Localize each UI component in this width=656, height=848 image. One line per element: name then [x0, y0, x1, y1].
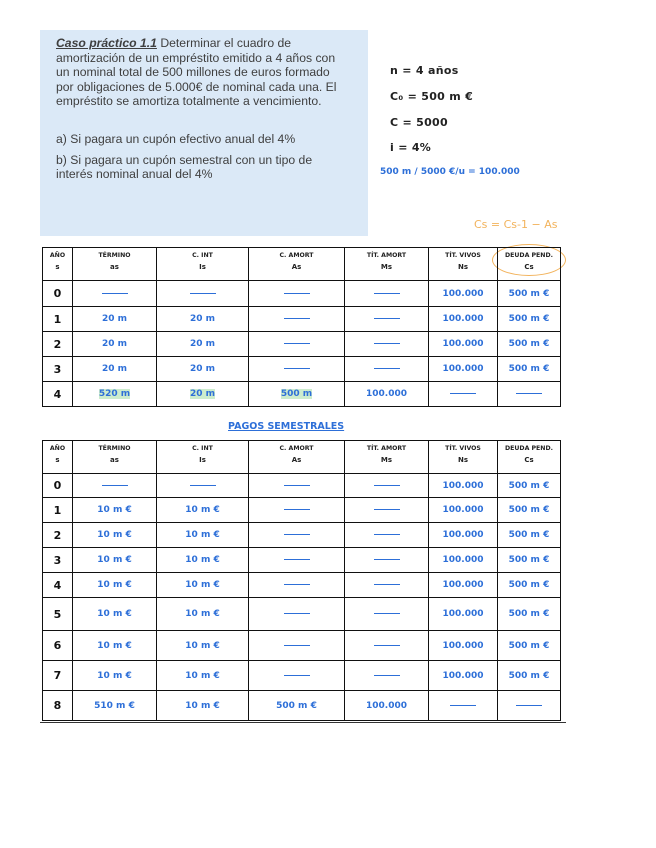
column-header-symbol: As: [291, 456, 302, 464]
table-cell: [498, 573, 561, 598]
table-cell: [498, 548, 561, 573]
note-formula: Cs = Cs-1 − As: [474, 218, 558, 231]
table-cell: [345, 357, 429, 382]
cell-value: 10 m €: [97, 505, 132, 515]
table-cell: [157, 281, 249, 307]
column-header-symbol: Ms: [380, 456, 393, 464]
table-cell: [429, 474, 498, 498]
column-header: [249, 248, 345, 281]
table-cell: [73, 307, 157, 332]
table-row: [43, 357, 561, 382]
table-cell: [73, 661, 157, 691]
cell-value: 20 m: [101, 339, 128, 349]
cell-value: 4: [53, 387, 62, 401]
table-cell: [157, 598, 249, 631]
period-cell: [43, 332, 73, 357]
column-header-label: C. INT: [192, 445, 213, 452]
table-row: [43, 598, 561, 631]
period-cell: [43, 474, 73, 498]
column-header-label: C. AMORT: [279, 252, 314, 259]
table-cell: [249, 332, 345, 357]
cell-value: 100.000: [442, 288, 484, 299]
table-row: [43, 498, 561, 523]
dash-mark: [284, 584, 310, 585]
dash-mark: [102, 293, 128, 294]
cell-value: 500 m €: [508, 480, 550, 491]
period-cell: [43, 523, 73, 548]
column-header: [498, 441, 561, 474]
column-header-label: TÍT. AMORT: [366, 445, 407, 452]
question-b: b) Si pagara un cupón semestral con un tipo de interés nominal anual del 4%: [56, 152, 313, 182]
column-header-label: TÉRMINO: [98, 445, 131, 452]
table-cell: [429, 382, 498, 407]
table-row: [43, 523, 561, 548]
cell-value: 20 m: [189, 389, 216, 399]
dash-mark: [284, 645, 310, 646]
cell-value: 20 m: [189, 364, 216, 374]
cell-value: 10 m €: [185, 580, 220, 590]
cell-value: 100.000: [366, 389, 407, 399]
table-cell: [498, 691, 561, 721]
table-row: [43, 661, 561, 691]
cell-value: 500 m €: [508, 555, 550, 565]
cell-value: 500 m €: [508, 314, 550, 324]
cell-value: 500 m €: [508, 580, 550, 590]
table-cell: [157, 661, 249, 691]
dash-mark: [374, 613, 400, 614]
column-header: [345, 441, 429, 474]
cell-value: 100.000: [442, 555, 484, 565]
table-cell: [498, 498, 561, 523]
table-cell: [498, 631, 561, 661]
column-header-symbol: s: [55, 263, 60, 271]
column-header-label: DEUDA PEND.: [505, 445, 553, 452]
cell-value: 100.000: [442, 530, 484, 540]
period-cell: [43, 281, 73, 307]
header-row: [43, 441, 561, 474]
cell-value: 10 m €: [97, 530, 132, 540]
dash-mark: [284, 675, 310, 676]
table-cell: [429, 548, 498, 573]
cell-value: 100.000: [442, 580, 484, 590]
cell-value: 1: [53, 312, 62, 326]
problem-statement: Determinar el cuadro de amortización de un empréstito emitido a 4 años con un nominal total de 500 millones de euros formado por obligaciones de 5.000€ de nominal cada una. El empréstito se amortiza totalmente a vencimiento.: [56, 36, 337, 109]
period-cell: [43, 357, 73, 382]
table-cell: [249, 631, 345, 661]
table-cell: [498, 307, 561, 332]
dash-mark: [374, 645, 400, 646]
dash-mark: [284, 293, 310, 294]
table-cell: [73, 548, 157, 573]
cell-value: 8: [53, 699, 62, 712]
problem-title: Caso práctico 1.1: [56, 36, 157, 50]
cell-value: 520 m: [98, 389, 131, 399]
column-header-symbol: Ms: [380, 263, 393, 271]
cell-value: 10 m €: [185, 609, 220, 619]
table-cell: [157, 357, 249, 382]
cell-value: 10 m €: [185, 700, 220, 711]
table-cell: [73, 474, 157, 498]
table-cell: [249, 498, 345, 523]
table-cell: [73, 598, 157, 631]
table-cell: [249, 523, 345, 548]
table-cell: [429, 332, 498, 357]
dash-mark: [450, 705, 476, 706]
column-header-symbol: s: [55, 456, 60, 464]
period-cell: [43, 498, 73, 523]
table-cell: [249, 573, 345, 598]
column-header-label: TÍT. AMORT: [366, 252, 407, 259]
table-cell: [73, 357, 157, 382]
table-cell: [345, 281, 429, 307]
dash-mark: [516, 393, 542, 394]
cell-value: 20 m: [189, 314, 216, 324]
column-header-label: TÍT. VIVOS: [445, 252, 481, 259]
table-cell: [249, 598, 345, 631]
table-cell: [157, 498, 249, 523]
dash-mark: [516, 705, 542, 706]
cell-value: 3: [53, 362, 62, 376]
cell-value: 100.000: [442, 640, 484, 651]
table-cell: [157, 332, 249, 357]
table-cell: [498, 598, 561, 631]
table-cell: [249, 357, 345, 382]
cell-value: 10 m €: [97, 640, 132, 651]
table-cell: [249, 548, 345, 573]
cell-value: 500 m €: [508, 530, 550, 540]
column-header-label: C. INT: [192, 252, 213, 259]
period-cell: [43, 661, 73, 691]
note-c0: C₀ = 500 m €: [390, 90, 474, 103]
table-cell: [345, 573, 429, 598]
dash-mark: [450, 393, 476, 394]
cell-value: 100.000: [442, 670, 484, 681]
note-calc: 500 m / 5000 €/u = 100.000: [380, 167, 520, 177]
cell-value: 500 m €: [276, 700, 317, 711]
table-cell: [345, 691, 429, 721]
dash-mark: [284, 343, 310, 344]
table-cell: [345, 307, 429, 332]
cell-value: 20 m: [101, 314, 128, 324]
cell-value: 10 m €: [185, 555, 220, 565]
cell-value: 3: [53, 553, 62, 567]
table-cell: [345, 548, 429, 573]
table-cell: [429, 357, 498, 382]
column-header: [429, 441, 498, 474]
cell-value: 7: [53, 669, 62, 682]
table-cell: [157, 382, 249, 407]
cell-value: 5: [53, 607, 62, 621]
table-cell: [73, 691, 157, 721]
table-cell: [345, 498, 429, 523]
dash-mark: [374, 318, 400, 319]
column-header-label: TÉRMINO: [98, 252, 131, 259]
table-cell: [429, 631, 498, 661]
table-cell: [429, 661, 498, 691]
cell-value: 500 m €: [508, 364, 550, 374]
cell-value: 500 m €: [508, 640, 550, 651]
annual-amortization-table: [42, 247, 561, 407]
table-cell: [157, 631, 249, 661]
column-header-symbol: Ns: [457, 456, 469, 464]
table-cell: [73, 631, 157, 661]
cell-value: 10 m €: [97, 609, 132, 619]
column-header-label: DEUDA PEND.: [505, 252, 553, 259]
dash-mark: [190, 485, 216, 486]
period-cell: [43, 631, 73, 661]
table-row: [43, 548, 561, 573]
note-c: C = 5000: [390, 116, 448, 129]
column-header-symbol: Cs: [524, 263, 534, 271]
period-cell: [43, 307, 73, 332]
column-header-symbol: Cs: [524, 456, 534, 464]
table-row: [43, 307, 561, 332]
table-row: [43, 382, 561, 407]
cell-value: 10 m €: [185, 670, 220, 681]
table-row: [43, 332, 561, 357]
cell-value: 500 m €: [508, 339, 550, 349]
table-cell: [429, 523, 498, 548]
table-cell: [73, 281, 157, 307]
table-cell: [249, 474, 345, 498]
table-cell: [73, 382, 157, 407]
column-header-symbol: as: [110, 456, 119, 464]
table-cell: [73, 573, 157, 598]
table-cell: [157, 523, 249, 548]
table-cell: [345, 661, 429, 691]
cell-value: 10 m €: [97, 670, 132, 681]
cell-value: 100.000: [442, 364, 484, 374]
dash-mark: [374, 584, 400, 585]
column-header: [157, 248, 249, 281]
table-cell: [498, 281, 561, 307]
dash-mark: [102, 485, 128, 486]
table-cell: [429, 573, 498, 598]
table-cell: [498, 523, 561, 548]
table-cell: [429, 498, 498, 523]
cell-value: 2: [53, 528, 62, 542]
dash-mark: [374, 534, 400, 535]
column-header-symbol: As: [291, 263, 302, 271]
table-cell: [498, 661, 561, 691]
cell-value: 100.000: [442, 609, 484, 619]
table-cell: [157, 307, 249, 332]
column-header-label: AÑO: [49, 252, 66, 259]
column-header: [43, 441, 73, 474]
cell-value: 0: [53, 479, 62, 492]
dash-mark: [374, 485, 400, 486]
column-header: [345, 248, 429, 281]
column-header-symbol: Is: [199, 456, 206, 464]
table-cell: [345, 523, 429, 548]
cell-value: 10 m €: [97, 580, 132, 590]
section-title: PAGOS SEMESTRALES: [228, 421, 345, 432]
dash-mark: [374, 559, 400, 560]
dash-mark: [284, 613, 310, 614]
cell-value: 20 m: [189, 339, 216, 349]
column-header-label: AÑO: [49, 445, 66, 452]
dash-mark: [284, 368, 310, 369]
cell-value: 510 m €: [94, 700, 135, 711]
table-row: [43, 631, 561, 661]
column-header-symbol: Is: [199, 263, 206, 271]
cell-value: 1: [53, 503, 62, 517]
table-cell: [429, 307, 498, 332]
table-cell: [73, 332, 157, 357]
column-header-symbol: as: [110, 263, 119, 271]
cell-value: 20 m: [101, 364, 128, 374]
period-cell: [43, 548, 73, 573]
table-cell: [498, 332, 561, 357]
problem-paragraph: [56, 36, 346, 109]
cell-value: 4: [53, 578, 62, 592]
table-cell: [249, 691, 345, 721]
note-n: n = 4 años: [390, 64, 459, 77]
table-row: [43, 691, 561, 721]
table-cell: [345, 382, 429, 407]
column-header-symbol: Ns: [457, 263, 469, 271]
table-row: [43, 573, 561, 598]
column-header: [249, 441, 345, 474]
dash-mark: [284, 559, 310, 560]
cell-value: 10 m €: [185, 530, 220, 540]
table-cell: [157, 691, 249, 721]
cell-value: 500 m €: [508, 670, 550, 681]
table-cell: [157, 573, 249, 598]
cell-value: 10 m €: [185, 505, 220, 515]
table-row: [43, 474, 561, 498]
column-header: [157, 441, 249, 474]
table-cell: [345, 332, 429, 357]
table-cell: [73, 523, 157, 548]
table-cell: [345, 598, 429, 631]
note-i: i = 4%: [390, 141, 432, 154]
dash-mark: [284, 509, 310, 510]
table-cell: [73, 498, 157, 523]
column-header: [498, 248, 561, 281]
table-cell: [249, 382, 345, 407]
table-cell: [429, 691, 498, 721]
cell-value: 6: [53, 639, 62, 652]
dash-mark: [374, 293, 400, 294]
cell-value: 2: [53, 337, 62, 351]
cell-value: 100.000: [442, 480, 484, 491]
cell-value: 500 m €: [508, 609, 550, 619]
cell-value: 100.000: [442, 339, 484, 349]
table-cell: [429, 281, 498, 307]
table-cell: [249, 281, 345, 307]
semester-amortization-table: [42, 440, 561, 721]
table-cell: [249, 307, 345, 332]
cell-value: 500 m €: [508, 505, 550, 515]
cell-value: 100.000: [366, 700, 407, 711]
problem-statement-box: [40, 30, 368, 236]
column-header: [429, 248, 498, 281]
question-a: a) Si pagara un cupón efectivo anual del 4%: [56, 131, 296, 146]
table-cell: [498, 357, 561, 382]
dash-mark: [374, 509, 400, 510]
table-cell: [345, 631, 429, 661]
cell-value: 10 m €: [185, 640, 220, 651]
column-header: [73, 248, 157, 281]
table-row: [43, 281, 561, 307]
dash-mark: [374, 343, 400, 344]
dash-mark: [284, 485, 310, 486]
cell-value: 500 m: [280, 389, 313, 399]
cell-value: 500 m €: [508, 288, 550, 299]
cell-value: 0: [53, 287, 62, 300]
table-cell: [157, 474, 249, 498]
table-cell: [498, 382, 561, 407]
table-bottom-line: [40, 722, 566, 723]
table-cell: [498, 474, 561, 498]
dash-mark: [190, 293, 216, 294]
header-row: [43, 248, 561, 281]
cell-value: 100.000: [442, 505, 484, 515]
dash-mark: [284, 534, 310, 535]
period-cell: [43, 598, 73, 631]
table-cell: [345, 474, 429, 498]
dash-mark: [284, 318, 310, 319]
column-header: [73, 441, 157, 474]
column-header: [43, 248, 73, 281]
period-cell: [43, 691, 73, 721]
table-cell: [429, 598, 498, 631]
table-cell: [249, 661, 345, 691]
column-header-label: TÍT. VIVOS: [445, 445, 481, 452]
column-header-label: C. AMORT: [279, 445, 314, 452]
table-cell: [157, 548, 249, 573]
cell-value: 10 m €: [97, 555, 132, 565]
period-cell: [43, 573, 73, 598]
cell-value: 100.000: [442, 314, 484, 324]
dash-mark: [374, 675, 400, 676]
dash-mark: [374, 368, 400, 369]
period-cell: [43, 382, 73, 407]
